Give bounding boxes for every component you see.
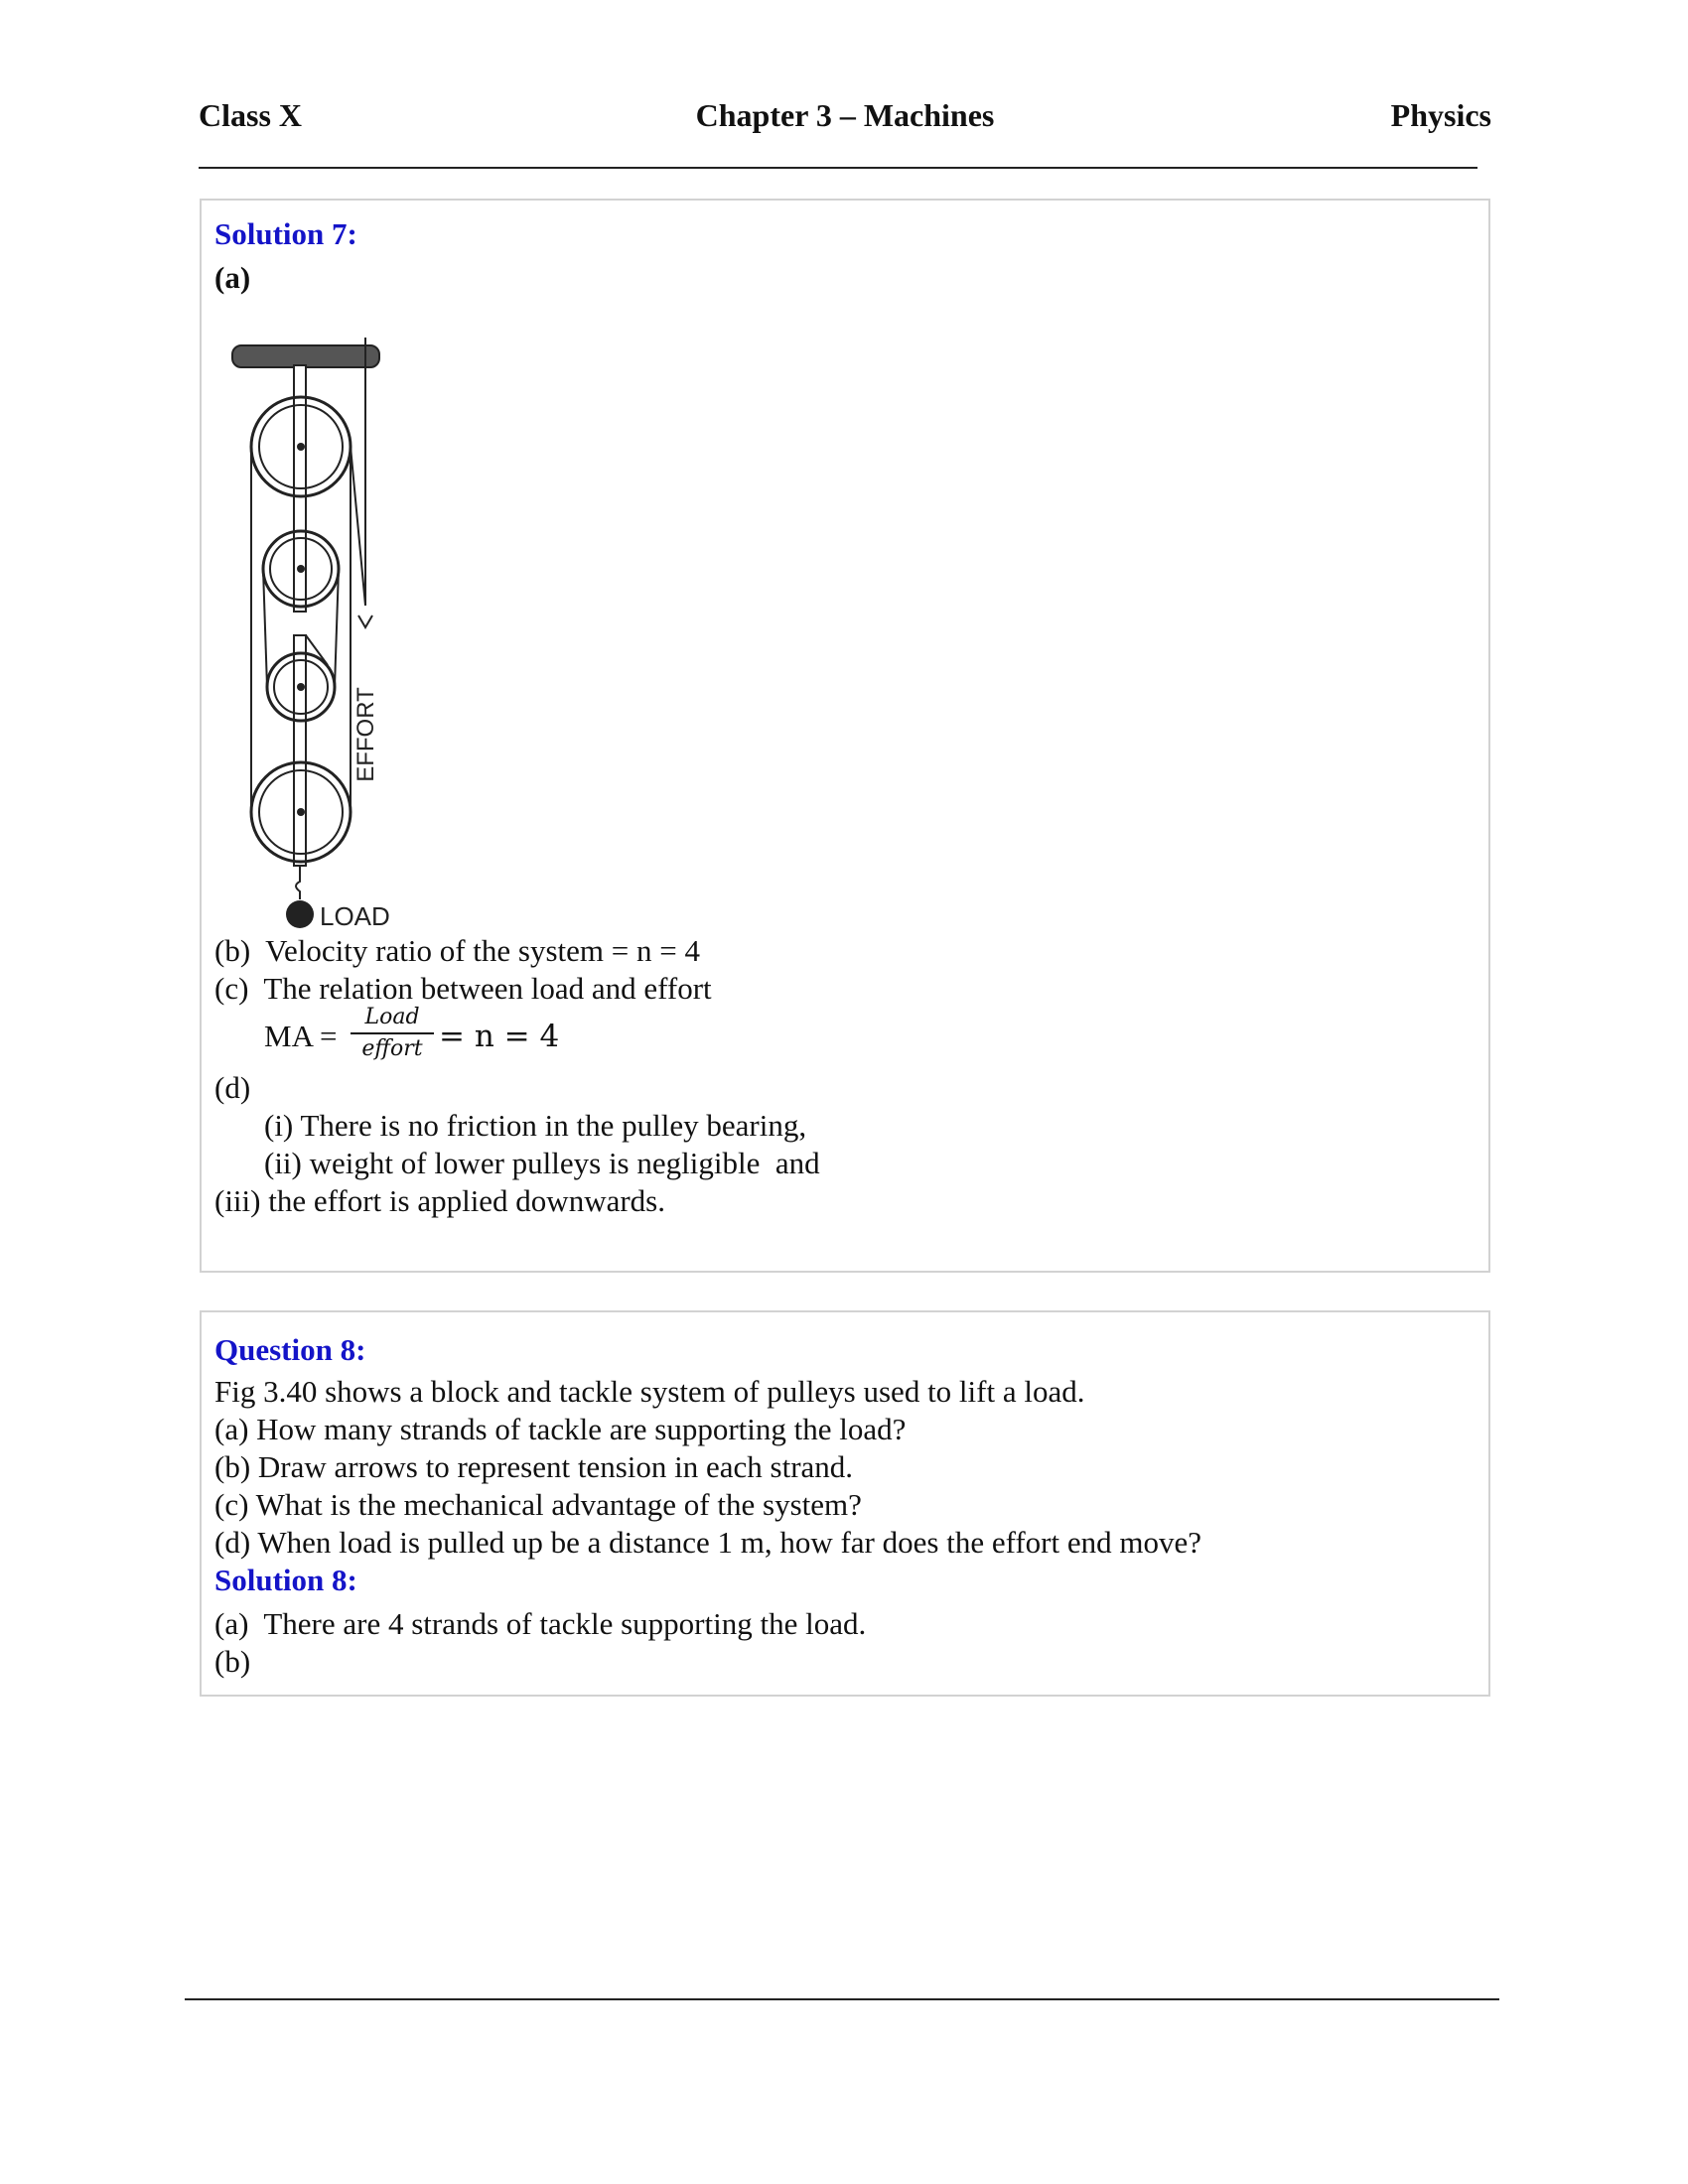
question-8-heading: Question 8: xyxy=(214,1332,366,1367)
question-8-intro: Fig 3.40 shows a block and tackle system of pulleys used to lift a load. xyxy=(214,1374,1085,1409)
tackle-strands xyxy=(251,447,365,812)
solution-7-part-b: (b) Velocity ratio of the system = n = 4 xyxy=(214,933,700,968)
solution-7-d-i: (i) There is no friction in the pulley bearing, xyxy=(264,1108,807,1143)
load-hook xyxy=(296,866,300,899)
solution-7-part-c: (c) The relation between load and effort xyxy=(214,971,712,1006)
pulley-system-diagram xyxy=(228,338,407,933)
ma-suffix: = n = 4 xyxy=(439,1019,560,1054)
solution-7-d-iii: (iii) the effort is applied downwards. xyxy=(214,1183,665,1218)
question-8-part-c: (c) What is the mechanical advantage of the system? xyxy=(214,1487,862,1522)
header-chapter: Chapter 3 – Machines xyxy=(695,97,995,133)
load-label: LOAD xyxy=(320,901,390,931)
fraction-bar xyxy=(351,1032,434,1034)
footer-divider xyxy=(185,1998,1499,2000)
ma-denominator: effort xyxy=(361,1036,423,1061)
header-class: Class X xyxy=(199,97,303,133)
header-divider xyxy=(199,167,1477,169)
solution-8-part-a: (a) There are 4 strands of tackle supporting the load. xyxy=(214,1606,867,1641)
effort-label: EFFORT xyxy=(352,687,379,782)
solution-7-part-a: (a) xyxy=(214,260,251,295)
solution-7-heading: Solution 7: xyxy=(214,216,357,251)
solution-7-d-ii: (ii) weight of lower pulleys is negligible and xyxy=(264,1146,820,1180)
lower-block-frame xyxy=(294,635,306,866)
ma-prefix: MA = xyxy=(264,1019,338,1053)
question-8-part-a: (a) How many strands of tackle are supporting the load? xyxy=(214,1412,907,1446)
ma-fraction xyxy=(351,1005,434,1062)
header-subject: Physics xyxy=(1390,97,1491,133)
solution-8-part-b: (b) xyxy=(214,1644,251,1679)
question-8-part-b: (b) Draw arrows to represent tension in each strand. xyxy=(214,1449,854,1484)
question-8-part-d: (d) When load is pulled up be a distance 1 m, how far does the effort end move? xyxy=(214,1525,1201,1560)
page-header xyxy=(199,97,1491,141)
solution-8-heading: Solution 8: xyxy=(214,1563,357,1597)
ma-numerator: Load xyxy=(364,1005,420,1029)
load-weight xyxy=(286,900,314,928)
ceiling-support xyxy=(232,345,379,367)
solution-7-part-d: (d) xyxy=(214,1070,251,1105)
